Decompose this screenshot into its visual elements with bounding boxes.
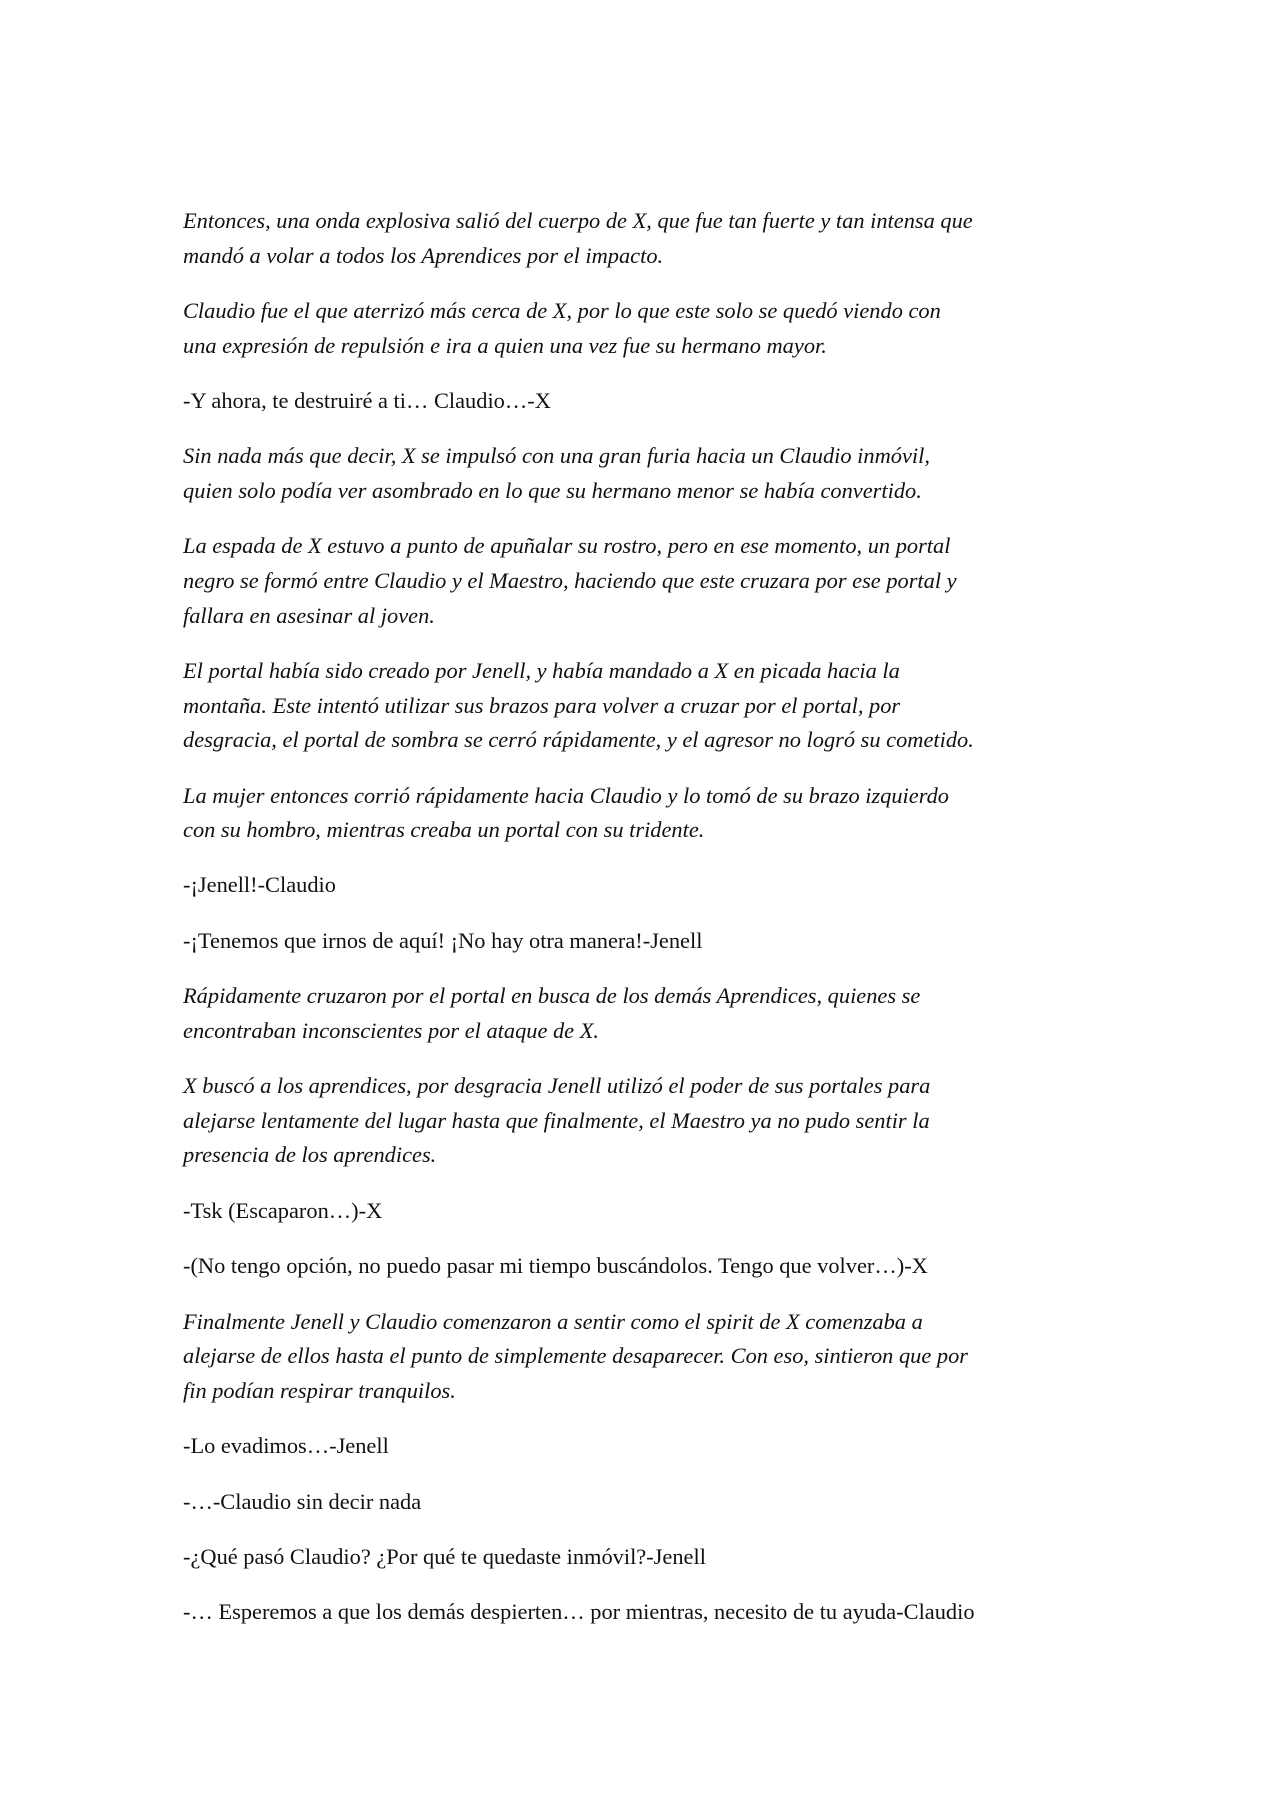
narration-paragraph	[183, 1305, 1113, 1409]
text-line: Finalmente Jenell y Claudio comenzaron a sentir como el spirit de X comenzaba a	[183, 1308, 923, 1334]
text-line: desgracia, el portal de sombra se cerró rápidamente, y el agresor no logró su cometido.	[183, 727, 974, 753]
text-line: Rápidamente cruzaron por el portal en busca de los demás Aprendices, quienes se	[183, 983, 921, 1009]
text-line: fallara en asesinar al joven.	[183, 602, 435, 628]
document-body	[183, 204, 1113, 1651]
text-line: -Tsk (Escaparon…)-X	[183, 1197, 383, 1223]
dialogue-line	[183, 1249, 1113, 1284]
narration-paragraph	[183, 294, 1113, 363]
narration-paragraph	[183, 779, 1113, 848]
dialogue-line	[183, 868, 1113, 903]
text-line: una expresión de repulsión e ira a quien una vez fue su hermano mayor.	[183, 332, 827, 358]
text-line: con su hombro, mientras creaba un portal con su tridente.	[183, 817, 705, 843]
dialogue-line	[183, 1595, 1113, 1630]
dialogue-line	[183, 1540, 1113, 1575]
text-line: La espada de X estuvo a punto de apuñalar su rostro, pero en ese momento, un portal	[183, 533, 951, 559]
narration-paragraph	[183, 654, 1113, 758]
text-line: -¿Qué pasó Claudio? ¿Por qué te quedaste inmóvil?-Jenell	[183, 1543, 706, 1569]
text-line: X buscó a los aprendices, por desgracia Jenell utilizó el poder de sus portales para	[183, 1073, 931, 1099]
text-line: -… Esperemos a que los demás despierten… por mientras, necesito de tu ayuda-Claudio	[183, 1599, 975, 1625]
narration-paragraph	[183, 979, 1113, 1048]
text-line: mandó a volar a todos los Aprendices por el impacto.	[183, 242, 664, 268]
text-line: montaña. Este intentó utilizar sus brazos para volver a cruzar por el portal, por	[183, 692, 901, 718]
text-line: Claudio fue el que aterrizó más cerca de X, por lo que este solo se quedó viendo con	[183, 297, 941, 323]
text-line: Entonces, una onda explosiva salió del cuerpo de X, que fue tan fuerte y tan intensa que	[183, 208, 973, 233]
text-line: alejarse de ellos hasta el punto de simplemente desaparecer. Con eso, sintieron que por	[183, 1343, 969, 1369]
text-line: presencia de los aprendices.	[183, 1142, 437, 1168]
text-line: Sin nada más que decir, X se impulsó con una gran furia hacia un Claudio inmóvil,	[183, 443, 930, 469]
text-line: -¡Jenell!-Claudio	[183, 872, 336, 898]
text-line: negro se formó entre Claudio y el Maestro, haciendo que este cruzara por ese portal y	[183, 567, 957, 593]
narration-paragraph	[183, 1069, 1113, 1173]
text-line: fin podían respirar tranquilos.	[183, 1377, 456, 1403]
text-line: alejarse lentamente del lugar hasta que finalmente, el Maestro ya no pudo sentir la	[183, 1107, 930, 1133]
text-line: -…-Claudio sin decir nada	[183, 1488, 422, 1514]
dialogue-line	[183, 1485, 1113, 1520]
text-line: El portal había sido creado por Jenell, y había mandado a X en picada hacia la	[183, 657, 900, 683]
narration-paragraph	[183, 529, 1113, 633]
text-line: encontraban inconscientes por el ataque de X.	[183, 1017, 599, 1043]
text-line: -¡Tenemos que irnos de aquí! ¡No hay otra manera!-Jenell	[183, 927, 703, 953]
dialogue-line	[183, 1194, 1113, 1229]
narration-paragraph	[183, 204, 1113, 273]
dialogue-line	[183, 384, 1113, 419]
text-line: -Lo evadimos…-Jenell	[183, 1433, 389, 1459]
dialogue-line	[183, 924, 1113, 959]
text-line: quien solo podía ver asombrado en lo que su hermano menor se había convertido.	[183, 477, 922, 503]
text-line: -(No tengo opción, no puedo pasar mi tiempo buscándolos. Tengo que volver…)-X	[183, 1253, 928, 1279]
text-line: -Y ahora, te destruiré a ti… Claudio…-X	[183, 387, 551, 413]
narration-paragraph	[183, 439, 1113, 508]
text-line: La mujer entonces corrió rápidamente hacia Claudio y lo tomó de su brazo izquierdo	[183, 782, 949, 808]
dialogue-line	[183, 1429, 1113, 1464]
